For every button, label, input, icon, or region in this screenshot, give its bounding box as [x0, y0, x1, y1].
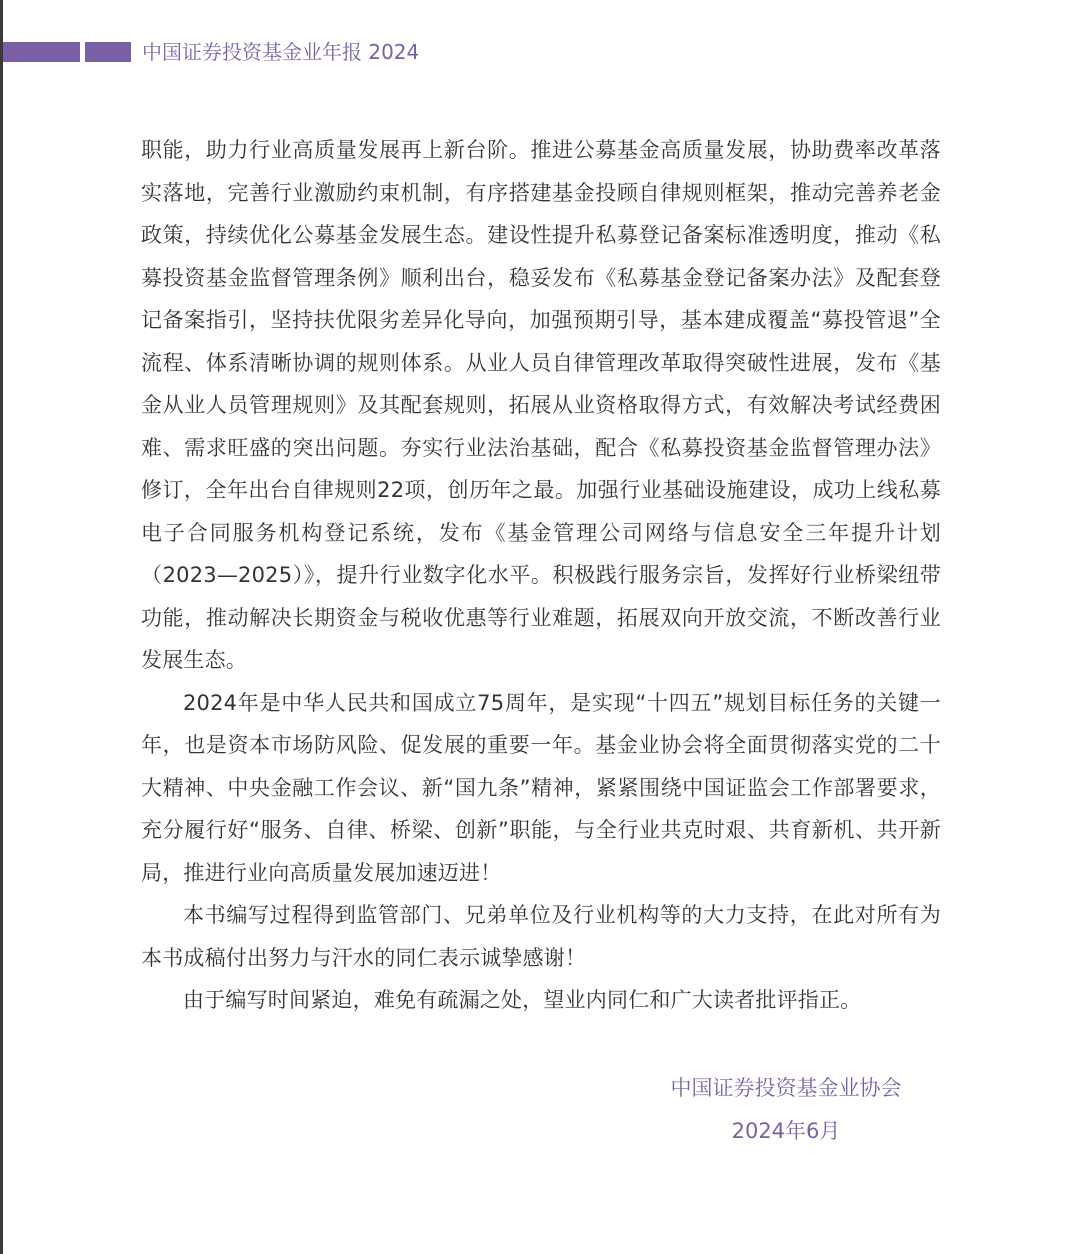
paragraph-continued: 职能，助力行业高质量发展再上新台阶。推进公募基金高质量发展，协助费率改革落实落地，完善行业激励约束机制，有序搭建基金投顾自律规则框架，推动完善养老金政策，持续优化公募基金发展生态。建设性提升私募登记备案标准透明度，推动《私募投资基金监督管理条例》顺利出台，稳妥发布《私募基金登记备案办法》及配套登记备案指引，坚持扶优限劣差异化导向，加强预期引导，基本建成覆盖“募投管退”全流程、体系清晰协调的规则体系。从业人员自律管理改革取得突破性进展，发布《基金从业人员管理规则》及其配套规则，拓展从业资格取得方式，有效解决考试经费困难、需求旺盛的突出问题。夯实行业法治基础，配合《私募投资基金监督管理办法》修订，全年出台自律规则22项，创历年之最。加强行业基础设施建设，成功上线私募电子合同服务机构登记系统，发布《基金管理公司网络与信息安全三年提升计划（2023—2025）》，提升行业数字化水平。积极践行服务宗旨，发挥好行业桥梁纽带功能，推动解决长期资金与税收优惠等行业难题，拓展双向开放交流，不断改善行业发展生态。: [141, 138, 941, 672]
paragraph: 由于编写时间紧迫，难免有疏漏之处，望业内同仁和广大读者批评指正。: [183, 988, 862, 1012]
header-accent-bar: [3, 42, 80, 62]
running-header-title: 中国证券投资基金业年报 2024: [142, 40, 420, 64]
page-left-rule: [0, 0, 3, 1254]
signature-organization: 中国证券投资基金业协会: [670, 1076, 902, 1100]
paragraph: 2024年是中华人民共和国成立75周年，是实现“十四五”规划目标任务的关键一年，也是资本市场防风险、促发展的重要一年。基金业协会将全面贯彻落实党的二十大精神、中央金融工作会议、新“国九条”精神，紧紧围绕中国证监会工作部署要求，充分履行好“服务、自律、桥梁、创新”职能，与全行业共克时艰、共育新机、共开新局，推进行业向高质量发展加速迈进！: [141, 690, 941, 885]
signature-date: 2024年6月: [731, 1119, 841, 1143]
paragraph: 本书编写过程得到监管部门、兄弟单位及行业机构等的大力支持，在此对所有为本书成稿付出努力与汗水的同仁表示诚挚感谢！: [141, 903, 941, 970]
body-text: [141, 129, 941, 1022]
header-accent-bar-short: [85, 42, 131, 62]
